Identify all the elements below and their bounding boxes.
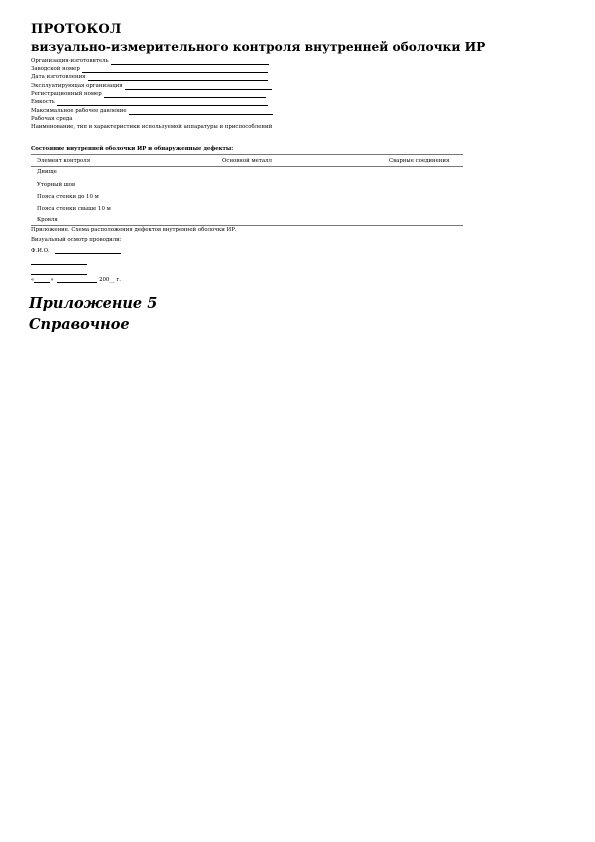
field-label: Регистрационный номер (31, 91, 102, 97)
table-row: Пояса стенки до 10 м (37, 194, 99, 200)
signature-fill-line[interactable] (31, 268, 87, 275)
fill-line[interactable] (57, 99, 268, 106)
field-registration-number (31, 91, 266, 98)
month-fill-line[interactable] (57, 276, 97, 283)
table-rule-header (31, 166, 463, 167)
fio-fill-line[interactable] (55, 247, 121, 254)
field-label: Заводской номер (31, 66, 80, 72)
field-capacity (31, 99, 268, 106)
fill-line[interactable] (82, 66, 268, 73)
field-manufacture-date (31, 74, 268, 81)
field-label: Емкость (31, 99, 55, 105)
date-line (31, 276, 121, 283)
table-row: Днище (37, 169, 57, 175)
date-year: 200__ г. (99, 277, 121, 283)
protocol-title: ПРОТОКОЛ (31, 22, 122, 37)
field-serial-number (31, 66, 268, 73)
table-row: Кровля (37, 217, 58, 223)
inspection-performed-note: Визуальный осмотр проводили: (31, 237, 122, 243)
table-row: Уторный шов (37, 182, 76, 188)
fill-line[interactable] (125, 83, 272, 90)
table-row: Пояса стенки свыше 10 м (37, 206, 111, 212)
appendix-title: Приложение 5 (29, 295, 158, 312)
field-manufacturer (31, 58, 269, 65)
field-equipment (31, 124, 272, 131)
fill-line[interactable] (111, 58, 269, 65)
field-label: Наименование, тип и характеристики используемой аппаратуры и приспособлений (31, 124, 273, 130)
signature-block (31, 258, 87, 265)
inspector-fio (31, 247, 121, 254)
field-operating-org (31, 83, 272, 90)
fill-line[interactable] (104, 91, 266, 98)
fill-line[interactable] (88, 74, 268, 81)
protocol-subtitle: визуально-измерительного контроля внутренней оболочки ИР (31, 40, 486, 54)
field-label: Рабочая среда (31, 116, 73, 122)
date-quote-open: « (31, 277, 35, 283)
date-quote-close: » (50, 277, 54, 283)
field-label: Организация-изготовитель (31, 58, 109, 64)
field-label: Дата изготовления (31, 74, 86, 80)
day-fill-line[interactable] (34, 276, 50, 283)
appendix-subtitle: Справочное (29, 316, 130, 333)
table-rule-bottom (31, 225, 463, 226)
field-label: Максимальное рабочее давление (31, 108, 127, 114)
column-header-welds: Сварные соединения (389, 158, 450, 164)
column-header-base-metal: Основной металл (222, 158, 272, 164)
field-max-pressure (31, 108, 273, 115)
field-label: Эксплуатирующая организация (31, 83, 123, 89)
defects-heading: Состояние внутренней оболочки ИР и обнаруженные дефекты: (31, 146, 234, 152)
fill-line[interactable] (129, 108, 273, 115)
column-header-element: Элемент контроля (37, 158, 91, 164)
appendix-note: Приложение. Схема расположения дефектов внутренней оболочки ИР. (31, 227, 237, 233)
signature-fill-line[interactable] (31, 258, 87, 265)
signature-block-2 (31, 268, 87, 275)
table-rule-top (31, 154, 463, 155)
fio-label: Ф.И.О. (31, 248, 50, 254)
field-working-medium (31, 116, 72, 123)
